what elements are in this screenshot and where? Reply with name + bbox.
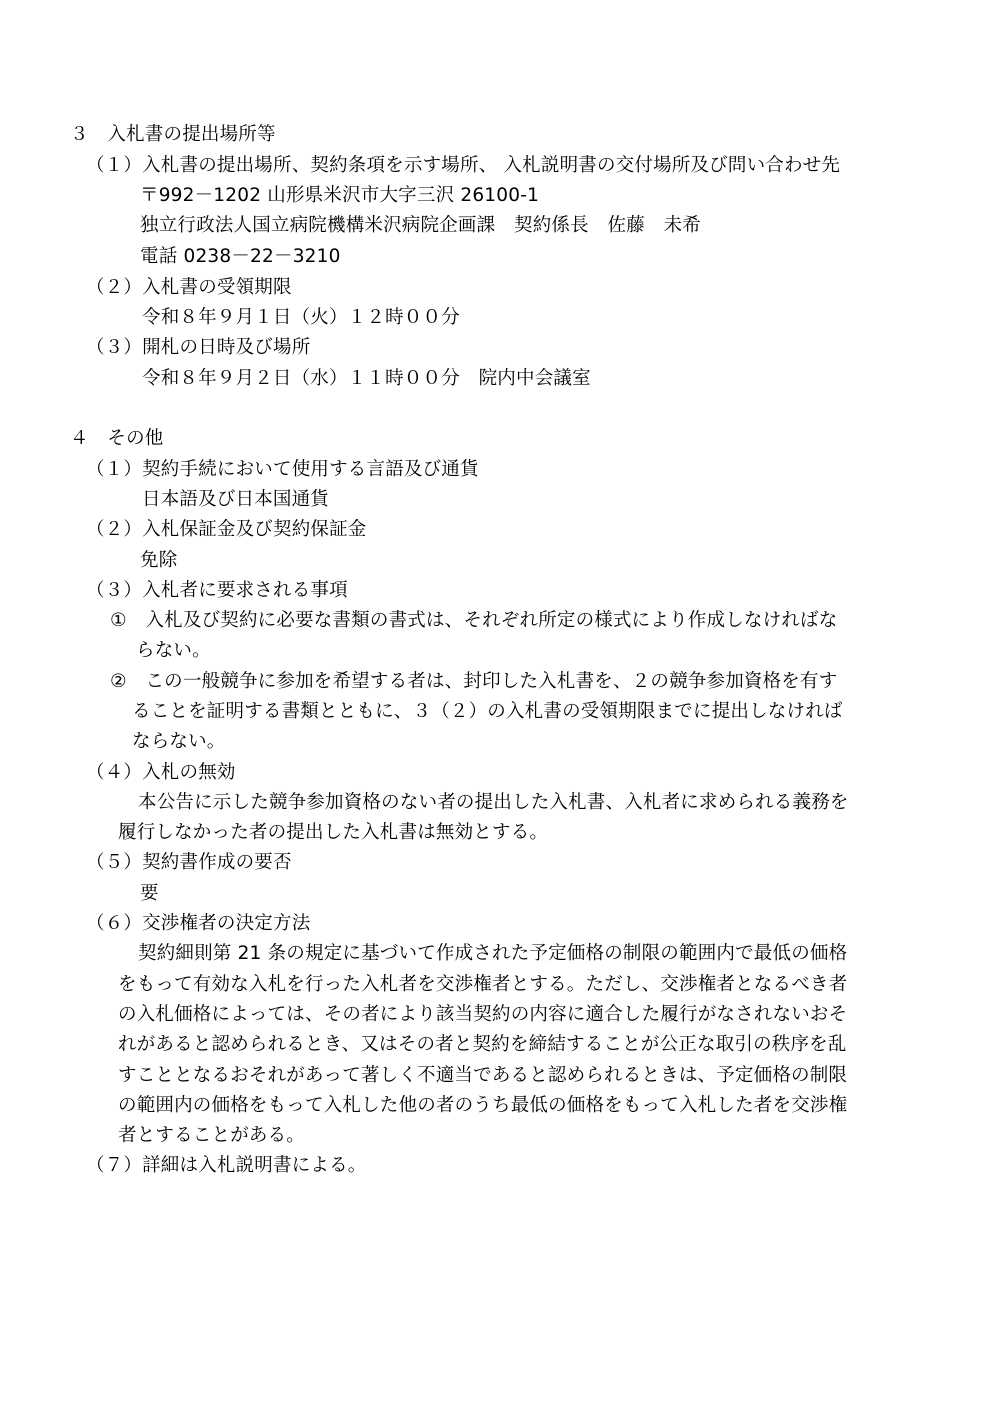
sub-item-2-line-1: ② この一般競争に参加を希望する者は、封印した入札書を、２の競争参加資格を有す [110,671,838,692]
item-6-line-2: をもって有効な入札を行った入札者を交渉権者とする。ただし、交渉権者となるべき者 [118,974,848,995]
item-4-line-2: 履行しなかった者の提出した入札書は無効とする。 [118,822,549,843]
section-4-item-1-value: 日本語及び日本国通貨 [142,489,330,510]
section-4-item-2-value: 免除 [140,550,178,571]
section-4-item-3-label: （３）入札者に要求される事項 [86,580,348,601]
section-4-item-6-label: （６）交渉権者の決定方法 [86,913,311,934]
sub-item-1-line-1: ① 入札及び契約に必要な書類の書式は、それぞれ所定の様式により作成しなければな [110,610,838,631]
section-4-heading: ４ その他 [70,428,164,449]
item-6-line-4: れがあると認められるとき、又はその者と契約を締結することが公正な取引の秩序を乱 [118,1034,847,1055]
item-6-line-6: の範囲内の価格をもって入札した他の者のうち最低の価格をもって入札した者を交渉権 [118,1095,848,1116]
section-3-item-3-label: （３）開札の日時及び場所 [86,337,311,358]
section-3-heading: ３ 入札書の提出場所等 [70,124,276,145]
sub-item-1-line-2: らない。 [136,640,211,661]
sub-item-2-line-2: ることを証明する書類とともに、３（２）の入札書の受領期限までに提出しなければ [132,701,843,722]
section-3-phone: 電話 0238－22－3210 [140,246,341,267]
section-4-item-1-label: （１）契約手続において使用する言語及び通貨 [86,459,479,480]
item-6-line-3: の入札価格によっては、その者により該当契約の内容に適合した履行がなされないおそ [118,1004,848,1025]
item-6-line-7: 者とすることがある。 [118,1125,306,1146]
item-4-line-1: 本公告に示した競争参加資格のない者の提出した入札書、入札者に求められる義務を [138,792,849,813]
section-3-item-2-label: （２）入札書の受領期限 [86,277,292,298]
item-6-line-5: すこととなるおそれがあって著しく不適当であると認められるときは、予定価格の制限 [118,1065,848,1086]
section-4-item-7-label: （７）詳細は入札説明書による。 [86,1155,367,1176]
section-4-item-2-label: （２）入札保証金及び契約保証金 [86,519,367,540]
section-4-item-4-label: （４）入札の無効 [86,762,236,783]
section-4-item-5-value: 要 [140,883,159,904]
section-3-contact: 独立行政法人国立病院機構米沢病院企画課 契約係長 佐藤 未希 [140,215,702,236]
section-3-item-2-value: 令和８年９月１日（火）１２時００分 [142,307,460,328]
sub-item-2-line-3: ならない。 [132,731,226,752]
section-3-item-3-value: 令和８年９月２日（水）１１時００分 院内中会議室 [142,368,591,389]
section-3-item-1-label: （１）入札書の提出場所、契約条項を示す場所、 入札説明書の交付場所及び問い合わせ先 [86,155,841,176]
section-4-item-5-label: （５）契約書作成の要否 [86,852,292,873]
item-6-line-1: 契約細則第 21 条の規定に基づいて作成された予定価格の制限の範囲内で最低の価格 [138,943,848,964]
section-3-address: 〒992－1202 山形県米沢市大字三沢 26100-1 [140,185,540,206]
